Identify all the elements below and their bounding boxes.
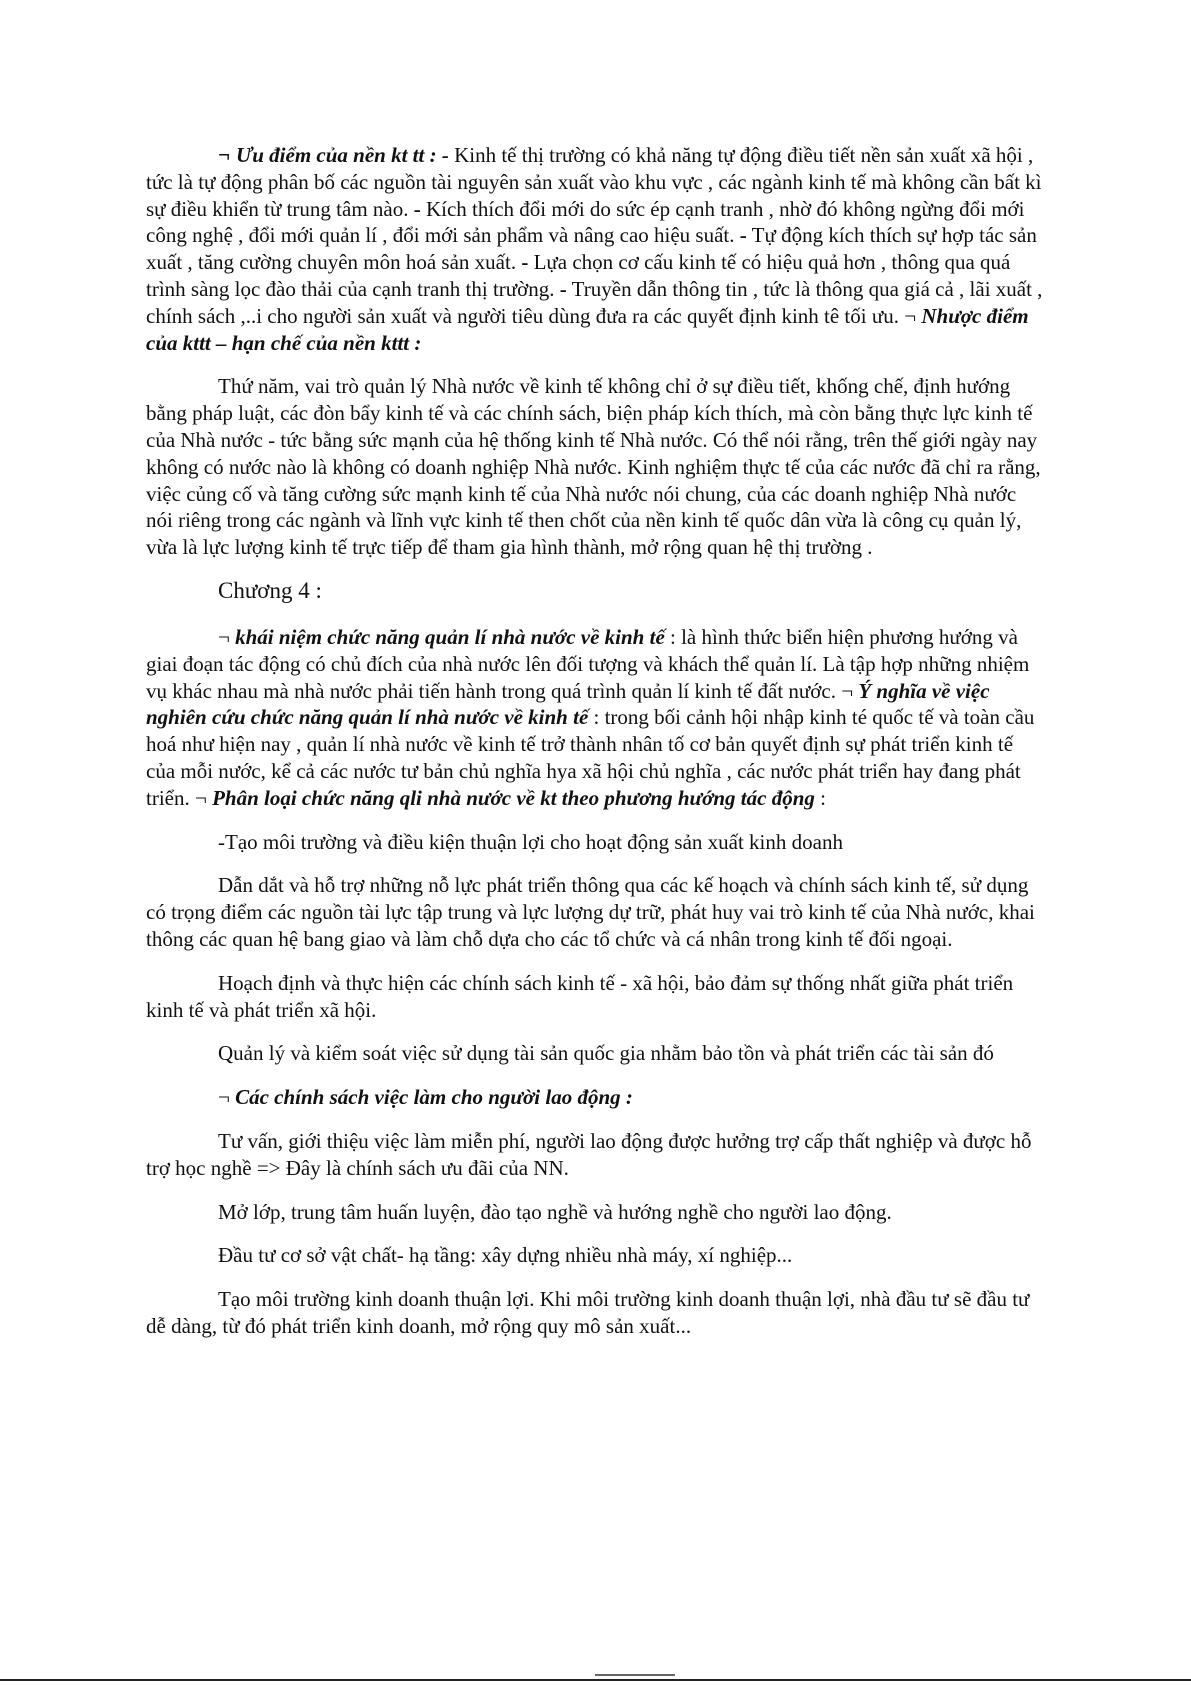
heading-concept: khái niệm chức năng quản lí nhà nước về kinh tế bbox=[229, 624, 665, 649]
paragraph-functions: ¬ khái niệm chức năng quản lí nhà nước về kinh tế : là hình thức biển hiện phương hướng và giai đoạn tác động có chủ đích của nhà nước lên đối tượng và khách thể quản lí. Là tập hợp những nhiệm vụ khác nhau mà nhà nước phải tiến hành trong quá trình quản lí kinh tế đất nước. ¬ Ý nghĩa về việc nghiên cứu chức năng quản lí nhà nước về kinh tế : trong bối cảnh hội nhập kinh té quốc tế và toàn cầu hoá như hiện nay , quản lí nhà nước về kinh tế trở thành nhân tố cơ bản quyết định sự phát triển kinh tế của mỗi nước, kể cả các nước tư bản chủ nghĩa hya xã hội chủ nghĩa , các nước phát triển hay đang phát triển. ¬ Phân loại chức năng qli nhà nước về kt theo phương hướng tác động : bbox=[146, 624, 1035, 810]
heading-classification: Phân loại chức năng qli nhà nước về kt theo phương hướng tác động bbox=[206, 785, 815, 810]
paragraph-item-counseling: Tư vấn, giới thiệu việc làm miễn phí, người lao động được hưởng trợ cấp thất nghiệp và được hỗ trợ học nghề => Đây là chính sách ưu đãi của NN. bbox=[146, 1128, 1032, 1180]
bullet-symbol: ¬ bbox=[218, 624, 230, 649]
page-bottom-mark bbox=[595, 1674, 675, 1676]
bullet-symbol: ¬ bbox=[194, 785, 207, 810]
paragraph-item-guidance: Dẫn dắt và hỗ trợ những nỗ lực phát triển thông qua các kế hoạch và chính sách kinh tế, sử dụng có trọng điểm các nguồn tài lực tập trung và lực lượng dự trữ, phát huy vai trò kinh tế của Nhà nước, khai thông các quan hệ bang giao và làm chỗ dựa cho các tổ chức và cá nhân trong kinh tế đối ngoại. bbox=[146, 873, 1035, 951]
page-bottom-rule bbox=[0, 1679, 1191, 1681]
document-page bbox=[146, 142, 1046, 1357]
paragraph-state-role: Thứ năm, vai trò quản lý Nhà nước về kinh tế không chỉ ở sự điều tiết, khống chế, định hướng bằng pháp luật, các đòn bẩy kinh tế và các chính sách, biện pháp kích thích, mà còn bằng thực lực kinh tế của Nhà nước - tức bằng sức mạnh của hệ thống kinh tế Nhà nước. Có thể nói rằng, trên thế giới ngày nay không có nước nào là không có doanh nghiệp Nhà nước. Kinh nghiệm thực tế của các nước đã chỉ ra rằng, việc củng cố và tăng cường sức mạnh kinh tế của Nhà nước nói chung, của các doanh nghiệp Nhà nước nói riêng trong các ngành và lĩnh vực kinh tế then chốt của nền kinh tế quốc dân vừa là công cụ quản lý, vừa là lực lượng kinh tế trực tiếp để tham gia hình thành, mở rộng quan hệ thị trường . bbox=[146, 374, 1041, 560]
paragraph-item-infrastructure: Đầu tư cơ sở vật chất- hạ tầng: xây dựng nhiều nhà máy, xí nghiệp... bbox=[218, 1243, 793, 1268]
paragraph-item-assets: Quản lý và kiểm soát việc sử dụng tài sản quốc gia nhằm bảo tồn và phát triển các tài sản đó bbox=[218, 1041, 994, 1066]
chapter-title: Chương 4 : bbox=[218, 577, 322, 603]
heading-significance: Ý nghĩa về việc nghiên cứu chức năng quản lí nhà nước về kinh tế bbox=[146, 678, 990, 730]
bullet-symbol: ¬ bbox=[904, 303, 917, 328]
bullet-symbol: ¬ bbox=[841, 678, 854, 703]
paragraph-item-business-env: Tạo môi trường kinh doanh thuận lợi. Khi môi trường kinh doanh thuận lợi, nhà đầu tư sẽ đầu tư dễ dàng, từ đó phát triển kinh doanh, mở rộng quy mô sản xuất... bbox=[146, 1287, 1030, 1338]
paragraph-item-policy: Hoạch định và thực hiện các chính sách kinh tế - xã hội, bảo đảm sự thống nhất giữa phát triển kinh tế và phát triển xã hội. bbox=[146, 970, 1014, 1022]
paragraph-employment-heading bbox=[146, 1084, 1046, 1111]
paragraph-item-training: Mở lớp, trung tâm huấn luyện, đào tạo nghề và hướng nghề cho người lao động. bbox=[218, 1199, 892, 1224]
heading-employment: Các chính sách việc làm cho người lao động : bbox=[229, 1085, 633, 1110]
paragraph-advantages: ¬ Ưu điểm của nền kt tt : - Kinh tế thị trường có khả năng tự động điều tiết nền sản xuất xã hội , tức là tự động phân bố các nguồn tài nguyên sản xuất vào khu vực , các ngành kinh tế mà không cần bất kì sự điều khiển từ trung tâm nào. - Kích thích đổi mới do sức ép cạnh tranh , nhờ đó không ngừng đổi mới công nghệ , đổi mới quản lí , đổi mới sản phẩm và nâng cao hiệu suất. - Tự động kích thích sự hợp tác sản xuất , tăng cường chuyên môn hoá sản xuất. - Lựa chọn cơ cấu kinh tế có hiệu quả hơn , thông qua quá trình sàng lọc đào thải của cạnh tranh thị trường. - Truyền dẫn thông tin , tức là thông qua giá cả , lãi xuất , chính sách ,..i cho người sản xuất và người tiêu dùng đưa ra các quyết định kinh tê tối ưu. ¬ Nhược điểm của kttt – hạn chế của nền kttt : bbox=[146, 143, 1043, 355]
heading-advantages: ¬ Ưu điểm của nền kt tt : - bbox=[218, 143, 449, 167]
paragraph-item-environment: -Tạo môi trường và điều kiện thuận lợi cho hoạt động sản xuất kinh doanh bbox=[218, 829, 843, 854]
bullet-symbol: ¬ bbox=[218, 1085, 230, 1110]
heading-disadvantages: Nhược điểm của kttt – hạn chế của nền kttt : bbox=[146, 303, 1029, 355]
